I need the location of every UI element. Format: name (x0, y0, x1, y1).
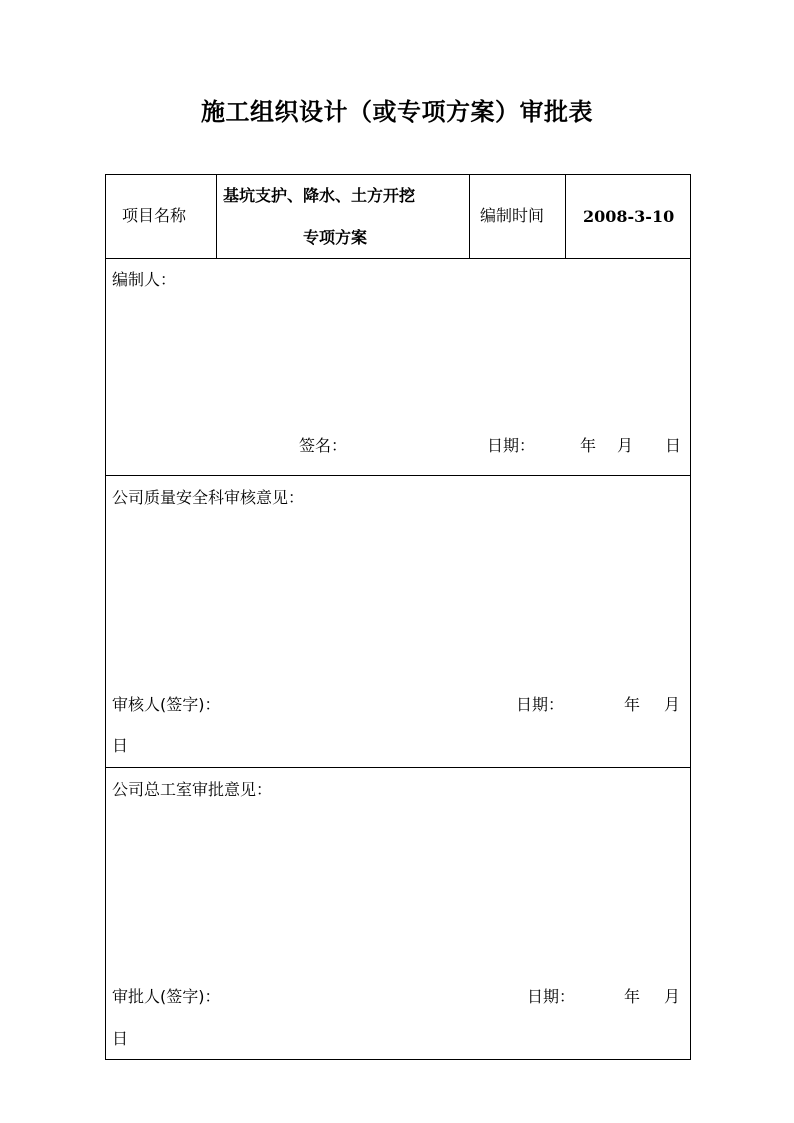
row-divider-header (105, 258, 691, 259)
chief-month: 月 (664, 987, 681, 1006)
chief-day: 日 (112, 1029, 129, 1048)
row-divider-quality (105, 767, 691, 768)
col-divider-1 (216, 174, 217, 258)
row-divider-compiler (105, 475, 691, 476)
chief-date-label: 日期： (527, 987, 576, 1006)
compiler-label: 编制人： (112, 270, 177, 289)
compiler-date-label: 日期： (487, 436, 536, 455)
compiler-day: 日 (665, 436, 682, 455)
compiler-year: 年 (580, 436, 597, 455)
compile-time-label: 编制时间 (480, 206, 545, 225)
chief-engineer-label: 公司总工室审批意见： (112, 780, 273, 799)
compiler-month: 月 (617, 436, 634, 455)
col-divider-2 (469, 174, 470, 258)
quality-date-label: 日期： (516, 695, 565, 714)
quality-day: 日 (112, 736, 129, 755)
quality-reviewer-label: 审核人(签字)： (112, 695, 221, 714)
compile-time-value: 2008-3-10 (583, 207, 675, 226)
project-name-label: 项目名称 (122, 206, 187, 225)
quality-year: 年 (624, 695, 641, 714)
project-name-line1: 基坑支护、降水、土方开挖 (223, 186, 416, 205)
chief-approver-label: 审批人(签字)： (112, 987, 221, 1006)
form-title: 施工组织设计（或专项方案）审批表 (201, 98, 593, 126)
quality-safety-label: 公司质量安全科审核意见： (112, 488, 305, 507)
compiler-signature-label: 签名： (299, 436, 348, 455)
quality-month: 月 (664, 695, 681, 714)
project-name-line2: 专项方案 (303, 228, 368, 247)
approval-table (105, 174, 691, 1060)
col-divider-3 (565, 174, 566, 258)
chief-year: 年 (624, 987, 641, 1006)
